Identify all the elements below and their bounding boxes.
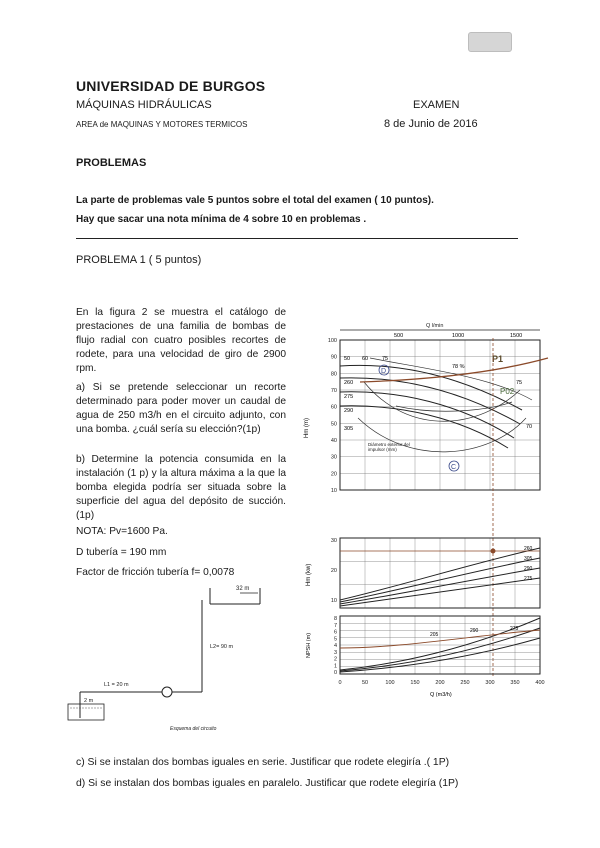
x-axis-title: Q (m3/h) (430, 692, 452, 698)
y-tick-label: 6 (333, 629, 337, 636)
bottom-level-label: 2 m (84, 698, 94, 704)
y-tick-label: 1 (333, 663, 337, 670)
y-tick-label: 3 (333, 649, 337, 656)
power-operating-point (491, 549, 496, 554)
handwritten-mark: C (451, 464, 457, 471)
x-tick-label: 300 (485, 680, 495, 686)
note-minimum: Hay que sacar una nota mínima de 4 sobre 10 en problemas . (76, 214, 367, 225)
y-tick-label: 60 (330, 404, 337, 411)
y-tick-label: 10 (330, 598, 337, 604)
x-tick-label: 100 (385, 680, 395, 686)
diameter-label: 305 (344, 426, 354, 432)
npsh-label: 290 (470, 628, 479, 634)
divider (76, 238, 518, 239)
circuit-caption: Esquema del circuito (170, 726, 217, 732)
subject: MÁQUINAS HIDRÁULICAS (76, 99, 212, 111)
y-tick-label: 30 (330, 454, 337, 461)
npsh-grid (340, 616, 540, 674)
y-tick-label: 90 (330, 354, 337, 361)
y-tick-label: 2 (333, 656, 337, 663)
power-label: 260 (524, 546, 533, 552)
diameter-annotation: Diámetro exterior del impulsor (mm) (368, 442, 410, 452)
power-label: 275 (524, 576, 533, 582)
eff-label: 60 (362, 356, 369, 362)
question-a: a) Si se pretende seleccionar un recorte determinado para poder mover un caudal de agua de 250 m3/h en el circuito adjunto, con una bomba. ¿cuál sería su elección?(1p) (76, 382, 286, 435)
y-tick-label: 20 (330, 471, 337, 478)
top-axis-title: Q l/min (426, 323, 444, 329)
x-tick-label: 200 (435, 680, 445, 686)
circuit-diagram (60, 580, 290, 740)
note-pv: NOTA: Pv=1600 Pa. (76, 526, 168, 537)
head-axis-label: Hm (m) (304, 418, 310, 438)
diameter-label: 260 (344, 380, 354, 386)
diameter-label: 275 (344, 394, 354, 400)
statement-intro: En la figura 2 se muestra el catálogo de prestaciones de una familia de bombas de flujo radial con cuatro posibles recortes de rodete, para una velocidad de giro de 2900 rpm. (76, 307, 286, 374)
eff-label: 78 % (452, 364, 465, 370)
eff-label: 50 (344, 356, 351, 362)
pipe-l1-label: L1 = 20 m (104, 682, 129, 688)
pump-symbol (162, 687, 172, 697)
question-d: d) Si se instalan dos bombas iguales en paralelo. Justificar que rodete elegiría (1P) (76, 778, 459, 789)
y-tick-label: 8 (333, 616, 337, 622)
exam-label: EXAMEN (413, 99, 460, 111)
y-tick-label: 80 (330, 371, 337, 378)
x-tick-label: 250 (460, 680, 470, 686)
x-tick-label: 400 (535, 680, 545, 686)
stamp (468, 32, 512, 52)
y-tick-label: 4 (333, 643, 337, 649)
x-tick-label: 150 (410, 680, 420, 686)
note-points: La parte de problemas vale 5 puntos sobre el total del examen ( 10 puntos). (76, 195, 434, 206)
eff-label: 75 (516, 380, 523, 386)
handwritten-mark: D (381, 368, 387, 375)
top-tick: 1500 (510, 333, 523, 339)
question-b: b) Determine la potencia consumida en la instalación (1 p) y la altura máxima a la que la bomba elegida podría ser situada sobre la superficie del agua del depósito de succión. (1p) (76, 454, 286, 521)
npsh-label: 275 (510, 626, 519, 632)
eff-label: 70 (526, 424, 533, 430)
y-tick-label: 0 (333, 670, 337, 676)
head-grid (340, 340, 540, 490)
power-label: 290 (524, 566, 533, 572)
npsh-label: 205 (430, 632, 439, 638)
university-title: UNIVERSIDAD DE BURGOS (76, 78, 266, 94)
handwritten-mark: P02 (500, 387, 515, 396)
eff-label: 75 (382, 356, 389, 362)
question-c: c) Si se instalan dos bombas iguales en serie. Justificar que rodete elegiría .( 1P) (76, 757, 450, 768)
x-tick-label: 350 (510, 680, 520, 686)
y-tick-label: 30 (330, 538, 337, 544)
y-tick-label: 100 (327, 338, 337, 344)
y-tick-label: 10 (330, 488, 337, 494)
department: AREA de MAQUINAS Y MOTORES TERMICOS (76, 120, 248, 129)
x-tick-label: 0 (338, 680, 342, 686)
top-tick: 500 (394, 333, 404, 339)
friction-factor: Factor de fricción tubería f= 0,0078 (76, 567, 235, 578)
top-level-label: 32 m (236, 586, 250, 592)
pump-chart (300, 318, 550, 698)
y-tick-label: 7 (333, 622, 337, 629)
pipe-diameter: D tubería = 190 mm (76, 547, 167, 558)
top-tick: 1000 (452, 333, 465, 339)
x-tick-label: 50 (361, 680, 369, 686)
y-tick-label: 20 (330, 568, 337, 574)
problem-title: PROBLEMA 1 ( 5 puntos) (76, 254, 202, 266)
y-tick-label: 5 (333, 636, 337, 643)
pipe-l2-label: L2= 90 m (210, 644, 234, 650)
section-title: PROBLEMAS (76, 157, 147, 169)
diameter-label: 290 (344, 408, 354, 414)
npsh-axis-label: NPSH (m) (306, 632, 312, 658)
power-label: 305 (524, 556, 533, 562)
handwritten-mark: P1 (492, 354, 504, 364)
y-tick-label: 70 (330, 388, 337, 394)
power-axis-label: Hm (kw) (306, 563, 312, 586)
y-tick-label: 40 (330, 438, 337, 444)
exam-date: 8 de Junio de 2016 (384, 118, 478, 130)
y-tick-label: 50 (330, 421, 337, 428)
